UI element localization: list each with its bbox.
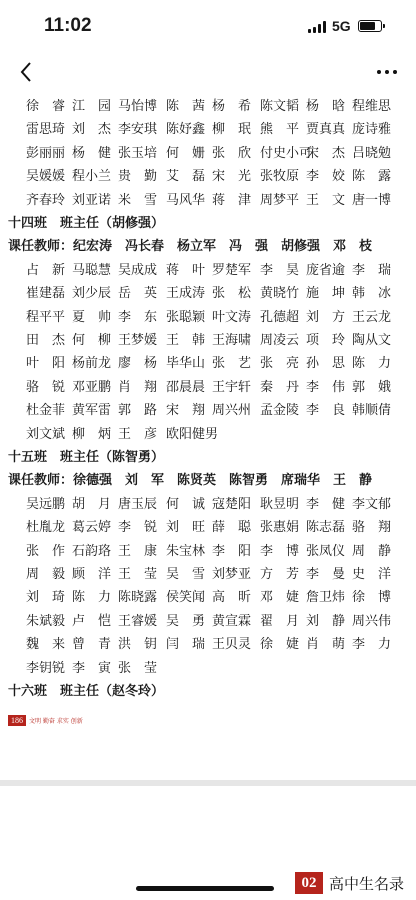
student-name: 何 诚 [166,496,206,512]
student-name: 朱斌毅 [26,613,66,629]
student-name: 陈 露 [352,169,392,185]
student-name: 李文郁 [352,496,392,512]
student-name: 朱宝林 [166,543,206,559]
student-name: 齐春玲 [26,192,66,208]
student-name: 贾真真 [306,122,346,138]
student-name: 邵晨晨 [166,379,206,395]
student-name: 周兴伟 [352,613,392,629]
dot [385,70,389,74]
student-name: 施 坤 [306,286,346,302]
student-name: 郭 路 [118,403,158,419]
student-name: 肖 翔 [118,379,158,395]
student-name: 刘文斌 [26,426,66,442]
student-name: 杨 健 [72,145,112,161]
student-name: 付史小可 [260,145,313,161]
student-name: 王成涛 [166,286,206,302]
student-name: 罗楚军 [212,262,252,278]
student-name: 薛 聪 [212,520,252,536]
student-name: 周梦平 [260,192,300,208]
student-name: 黄军雷 [72,403,112,419]
student-name: 米 雪 [118,192,158,208]
student-name: 杨 希 [212,99,252,114]
student-name: 吴远鹏 [26,496,66,512]
student-name: 耿昱明 [260,496,300,512]
student-name: 曾 青 [72,637,112,653]
student-name: 胡 月 [72,496,112,512]
student-name: 王海啸 [212,333,252,348]
class-heading: 十六班 班主任（赵冬玲） [8,684,165,699]
signal-icon [308,21,328,33]
student-name: 王 文 [306,192,346,208]
student-name: 叶文涛 [212,309,252,325]
student-name: 石韵珞 [72,543,112,559]
section-tab[interactable] [295,868,416,898]
student-name: 唐玉辰 [118,496,158,512]
student-name: 陈 茜 [166,99,206,114]
student-name: 宋 翔 [166,403,206,419]
student-name: 李 良 [306,403,346,419]
student-name: 程小兰 [72,169,112,185]
student-name: 王 莹 [118,567,158,582]
page-footer [8,713,83,727]
page-divider [0,780,416,786]
battery-level [360,22,375,30]
student-name: 张 松 [212,286,252,302]
student-name: 李钥锐 [26,660,66,676]
student-name: 闫 瑞 [166,637,206,653]
student-name: 郭 娥 [352,379,392,395]
student-name: 杜金菲 [26,403,66,419]
student-name: 洪 钥 [118,637,158,653]
student-name: 寇楚阳 [212,496,252,512]
student-name: 杨前龙 [72,356,112,372]
student-name: 程平平 [26,309,66,325]
student-name: 李 力 [352,637,392,653]
student-name: 陈妤鑫 [166,122,206,138]
student-name: 刘 旺 [166,520,206,536]
student-name: 宋 杰 [306,145,346,161]
student-name: 张 作 [26,543,66,559]
student-name: 陈志磊 [306,520,346,536]
student-name: 顾 洋 [72,567,112,582]
student-name: 项 玲 [306,333,346,348]
student-name: 李 东 [118,309,158,325]
student-name: 史 洋 [352,567,392,582]
student-name: 张 艺 [212,356,252,372]
student-name: 周兴州 [212,403,252,419]
student-name: 王贝灵 [212,637,252,653]
student-name: 方 芳 [260,567,300,582]
student-name: 孟金陵 [260,403,300,419]
student-name: 秦 丹 [260,379,300,395]
student-name: 王宇轩 [212,379,252,395]
student-name: 叶 阳 [26,356,66,372]
student-name: 杨 晗 [306,99,346,114]
document-page [0,96,416,776]
student-name: 夏 帅 [72,309,112,325]
student-name: 黄宣霖 [212,613,252,629]
home-indicator[interactable] [136,886,274,891]
student-name: 黄晓竹 [260,286,300,302]
network-type: 5G [332,18,351,34]
student-name: 李 昊 [260,262,300,278]
student-name: 刘 方 [306,309,346,325]
dot [393,70,397,74]
student-name: 刘 杰 [72,122,112,138]
student-name: 何 柳 [72,333,112,348]
student-name: 欧阳健男 [166,426,219,442]
student-name: 邓亚鹏 [72,379,112,395]
student-name: 蒋 叶 [166,262,206,278]
student-name: 张 欣 [212,145,252,161]
student-name: 岳 英 [118,286,158,302]
student-name: 徐 婕 [260,637,300,653]
student-name: 孔德超 [260,309,300,325]
student-name: 李安琪 [118,122,158,138]
student-name: 张凤仪 [306,543,346,559]
student-name: 江 园 [72,99,112,114]
student-name: 熊 平 [260,122,300,138]
student-name: 张牧原 [260,169,300,185]
student-name: 李 阳 [212,543,252,559]
student-name: 刘梦亚 [212,567,252,582]
student-name: 程维思 [352,99,392,114]
student-name: 马怡博 [118,99,158,114]
student-name: 葛云婷 [72,520,112,536]
student-name: 李 姣 [306,169,346,185]
student-name: 刘少辰 [72,286,112,302]
status-time: 11:02 [44,15,92,36]
class-heading: 十四班 班主任（胡修强） [8,216,165,231]
student-name: 崔建磊 [26,286,66,302]
page-number: 186 [8,715,26,726]
student-name: 周 毅 [26,567,66,582]
student-name: 庞诗雅 [352,122,392,138]
student-name: 高 昕 [212,590,252,606]
student-name: 詹卫炜 [306,590,346,606]
student-name: 翟 月 [260,613,300,629]
student-name: 周凌云 [260,333,300,348]
chevron-left-icon [19,61,33,83]
student-name: 毕华山 [166,356,206,372]
student-name: 刘 静 [306,613,346,629]
student-name: 张聪颖 [166,309,206,325]
student-name: 韩 冰 [352,286,392,302]
back-button[interactable] [10,56,42,88]
student-name: 柳 珉 [212,122,252,138]
class-heading: 十五班 班主任（陈智勇） [8,450,165,465]
student-name: 吴媛媛 [26,169,66,185]
student-name: 侯笑闻 [166,590,206,606]
student-name: 李 锐 [118,520,158,536]
student-name: 宋 光 [212,169,252,185]
student-name: 李 曼 [306,567,346,582]
student-name: 柳 炳 [72,426,112,442]
student-name: 陈 力 [352,356,392,372]
more-button[interactable] [370,58,404,86]
student-name: 张玉培 [118,145,158,161]
status-bar [0,0,416,50]
student-name: 蒋 津 [212,192,252,208]
student-name: 何 姗 [166,145,206,161]
nav-bar [0,50,416,94]
page-motto: 文明 勤奋 求实 创新 [29,717,83,725]
student-name: 吴成成 [118,262,158,278]
student-name: 王 韩 [166,333,206,348]
student-name: 徐 博 [352,590,392,606]
student-name: 孙 思 [306,356,346,372]
student-name: 王 彦 [118,426,158,442]
student-name: 刘 琦 [26,590,66,606]
student-name: 张 莹 [118,660,158,676]
student-name: 吕晓勉 [352,145,392,161]
student-name: 田 杰 [26,333,66,348]
student-name: 彭丽丽 [26,145,66,161]
student-name: 李 瑞 [352,262,392,278]
student-name: 李 健 [306,496,346,512]
student-name: 肖 萌 [306,637,346,653]
student-name: 骆 锐 [26,379,66,395]
section-number: 02 [295,872,323,894]
student-name: 陈文韬 [260,99,300,114]
student-name: 张惠娟 [260,520,300,536]
student-name: 卢 恺 [72,613,112,629]
student-name: 马聪慧 [72,262,112,278]
student-name: 王梦媛 [118,333,158,348]
student-name: 马风华 [166,192,206,208]
student-name: 骆 翔 [352,520,392,536]
teachers-line: 课任教师：徐德强 刘 军 陈贤英 陈智勇 席瑞华 王 静 [8,473,373,489]
student-name: 廖 杨 [118,356,158,372]
student-name: 韩顺倩 [352,403,392,419]
student-name: 陈晓露 [118,590,158,606]
student-name: 庞省逾 [306,262,346,278]
student-name: 李 寅 [72,660,112,676]
student-name: 唐一博 [352,192,392,208]
more-dots-icon [377,70,381,74]
student-name: 艾 磊 [166,169,206,185]
student-name: 魏 来 [26,637,66,653]
student-name: 周 静 [352,543,392,559]
student-name: 王 康 [118,543,158,559]
student-name: 邓 婕 [260,590,300,606]
student-name: 占 新 [26,262,66,278]
student-name: 陶从文 [352,333,392,348]
student-name: 张 亮 [260,356,300,372]
section-title: 高中生名录 [328,874,404,893]
student-name: 徐 睿 [26,99,66,114]
student-name: 吴 雪 [166,567,206,582]
student-name: 王云龙 [352,309,392,325]
student-name: 陈 力 [72,590,112,606]
student-name: 李 伟 [306,379,346,395]
teachers-line: 课任教师：纪宏涛 冯长春 杨立军 冯 强 胡修强 邓 枝 [8,239,373,255]
student-name: 雷思琦 [26,122,66,138]
student-name: 吴 勇 [166,613,206,629]
student-name: 李 博 [260,543,300,559]
battery-icon [358,20,382,32]
student-name: 王睿媛 [118,613,158,629]
student-name: 贵 勤 [118,169,158,185]
student-name: 刘亚诺 [72,192,112,208]
student-name: 杜胤龙 [26,520,66,536]
